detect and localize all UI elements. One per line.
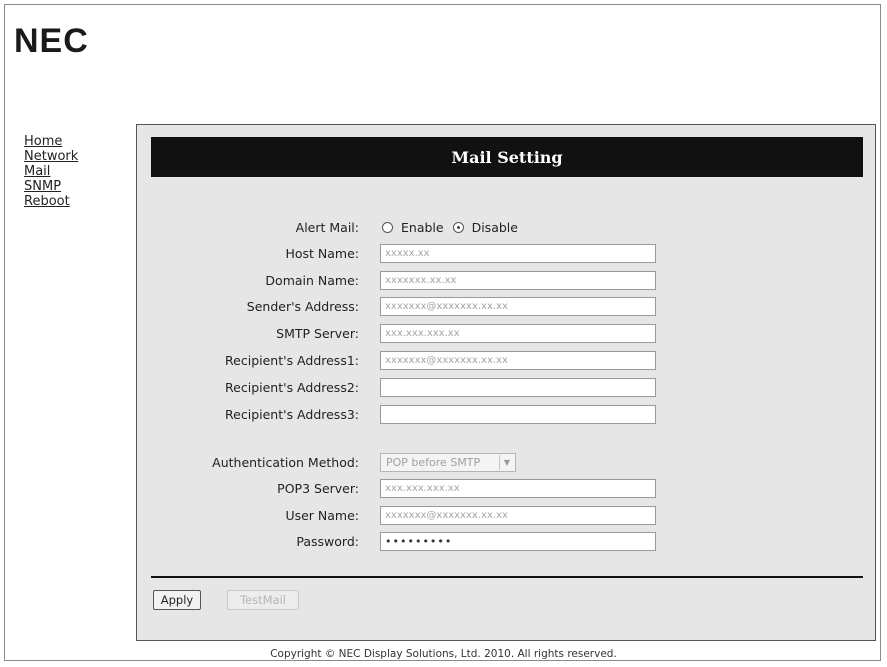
- enable-radio[interactable]: [382, 222, 393, 233]
- pop3-server-input[interactable]: [380, 479, 656, 498]
- test-mail-button[interactable]: TestMail: [227, 590, 299, 610]
- smtp-server-row: [137, 322, 877, 344]
- recipient1-row: [137, 349, 877, 371]
- panel-divider: [151, 576, 863, 578]
- user-name-row: [137, 504, 877, 526]
- recipient1-label: Recipient's Address1:: [225, 352, 359, 368]
- nav-link-network[interactable]: Network: [24, 149, 79, 164]
- chevron-down-icon[interactable]: ▼: [499, 455, 514, 470]
- mail-setting-panel: [136, 124, 876, 641]
- user-name-label: User Name:: [285, 507, 359, 523]
- apply-button[interactable]: Apply: [153, 590, 201, 610]
- recipient3-input[interactable]: [380, 405, 656, 424]
- recipient3-label: Recipient's Address3:: [225, 406, 359, 422]
- auth-method-value: POP before SMTP: [386, 455, 481, 469]
- enable-radio-label: Enable: [401, 219, 444, 235]
- recipient2-label: Recipient's Address2:: [225, 379, 359, 395]
- alert-mail-label: Alert Mail:: [295, 219, 359, 235]
- auth-method-row: [137, 451, 877, 473]
- recipient2-row: [137, 376, 877, 398]
- host-name-row: [137, 242, 877, 264]
- recipient2-input[interactable]: [380, 378, 656, 397]
- nav-link-snmp[interactable]: SNMP: [24, 179, 62, 194]
- nav-link-reboot[interactable]: Reboot: [24, 194, 70, 209]
- password-row: [137, 530, 877, 552]
- side-nav: [24, 134, 78, 209]
- alert-mail-row: [137, 216, 877, 238]
- domain-name-label: Domain Name:: [265, 272, 359, 288]
- password-input[interactable]: [380, 532, 656, 551]
- nec-logo: NEC: [14, 22, 89, 60]
- senders-address-input[interactable]: [380, 297, 656, 316]
- pop3-server-row: [137, 477, 877, 499]
- host-name-input[interactable]: [380, 244, 656, 263]
- recipient3-row: [137, 403, 877, 425]
- auth-method-label: Authentication Method:: [212, 454, 359, 470]
- auth-method-select[interactable]: [380, 453, 516, 472]
- password-label: Password:: [296, 533, 359, 549]
- nav-link-mail[interactable]: Mail: [24, 164, 51, 179]
- senders-address-label: Sender's Address:: [246, 298, 359, 314]
- alert-mail-options: [382, 220, 527, 235]
- disable-radio-label: Disable: [471, 219, 518, 235]
- recipient1-input[interactable]: [380, 351, 656, 370]
- disable-radio[interactable]: [453, 222, 464, 233]
- domain-name-input[interactable]: [380, 271, 656, 290]
- user-name-input[interactable]: [380, 506, 656, 525]
- panel-title: Mail Setting: [151, 137, 863, 177]
- smtp-server-label: SMTP Server:: [276, 325, 359, 341]
- domain-name-row: [137, 269, 877, 291]
- nav-link-home[interactable]: Home: [24, 134, 63, 149]
- host-name-label: Host Name:: [285, 245, 359, 261]
- pop3-server-label: POP3 Server:: [277, 480, 359, 496]
- senders-address-row: [137, 295, 877, 317]
- copyright-text: Copyright © NEC Display Solutions, Ltd. 2010. All rights reserved.: [270, 648, 617, 660]
- smtp-server-input[interactable]: [380, 324, 656, 343]
